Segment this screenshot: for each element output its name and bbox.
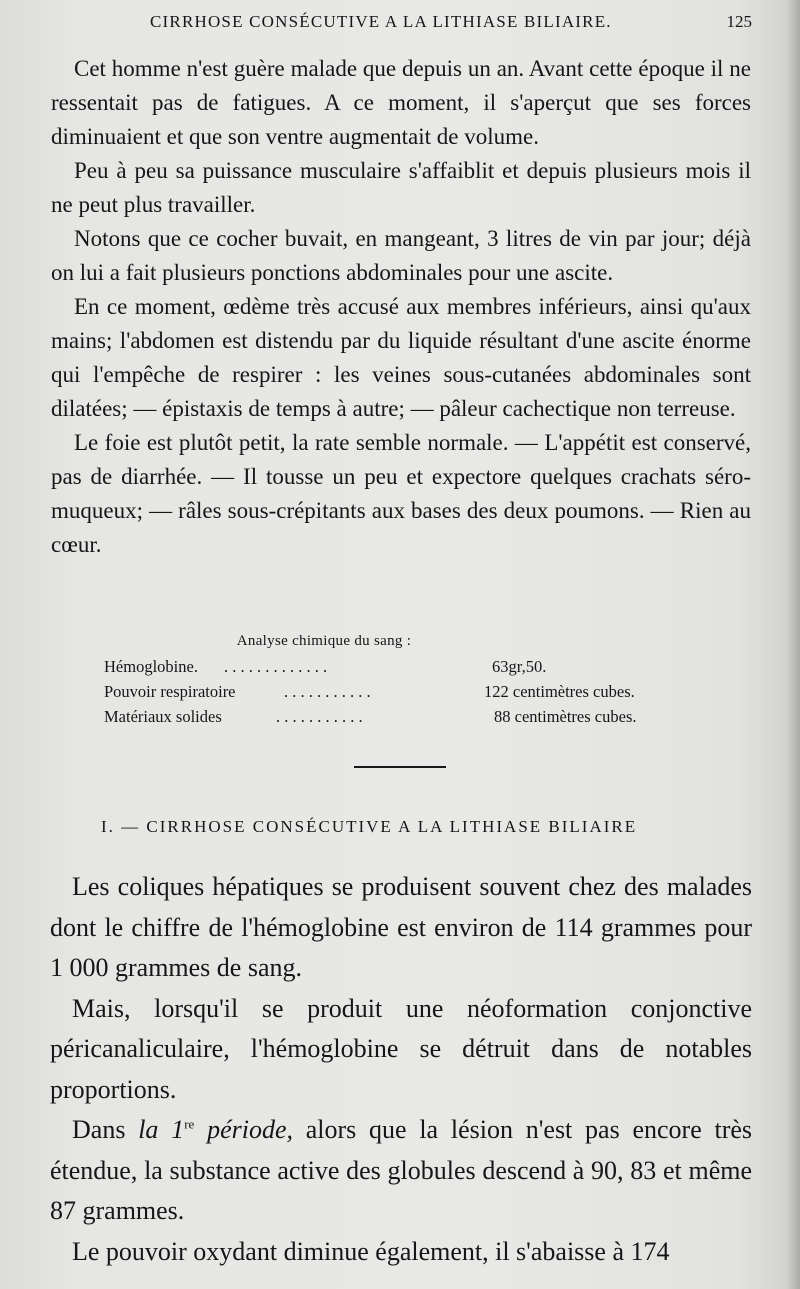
analysis-row <box>104 682 684 707</box>
text-run: alors que la lésion n'est pas encore très étendue, la substance active des globules descend à 90, 83 et même 87 grammes. <box>50 1115 753 1225</box>
page-edge-shadow <box>786 0 800 1289</box>
analysis-value: 63gr,50. <box>492 657 547 676</box>
page-number: 125 <box>726 12 752 31</box>
section-title: CIRRHOSE CONSÉCUTIVE A LA LITHIASE BILIAIRE <box>146 817 638 836</box>
analysis-label: Matériaux solides <box>104 707 222 726</box>
analysis-label: Hémoglobine. <box>104 657 198 676</box>
section-heading <box>101 817 637 837</box>
blood-analysis-table <box>104 633 684 732</box>
leader-dots: . . . . . . . . . . . . . <box>224 657 328 676</box>
section-numeral: I. — <box>101 817 141 836</box>
section-divider <box>354 766 446 768</box>
running-title: CIRRHOSE CONSÉCUTIVE A LA LITHIASE BILIAIRE. <box>150 12 612 31</box>
paragraph: En ce moment, œdème très accusé aux membres inférieurs, ainsi qu'aux mains; l'abdomen est distendu par du liquide résultant d'une ascite énorme qui l'empêche de respirer : les veines sous-cutanées abdominales sont dilatées; — épistaxis de temps à autre; — pâleur cachectique non terreuse. <box>51 294 751 421</box>
paragraph: Mais, lorsqu'il se produit une néoformation conjonctive péricanaliculaire, l'hémoglobine se détruit dans de notables proportions. <box>50 993 752 1104</box>
analysis-row <box>104 657 684 682</box>
italic-text: période, <box>207 1115 293 1144</box>
leader-dots: . . . . . . . . . . . <box>276 707 363 726</box>
analysis-value: 88 centimètres cubes. <box>494 707 637 726</box>
analysis-label: Pouvoir respiratoire <box>104 682 236 701</box>
paragraph: Les coliques hépatiques se produisent souvent chez des malades dont le chiffre de l'hémoglobine est environ de 114 grammes pour 1 000 grammes de sang. <box>50 872 752 982</box>
superscript: re <box>184 1116 195 1132</box>
analysis-title: Analyse chimique du sang : <box>236 633 412 649</box>
paragraph <box>50 1110 752 1232</box>
analysis-value: 122 centimètres cubes. <box>484 682 635 701</box>
paragraph: Peu à peu sa puissance musculaire s'affaiblit et depuis plusieurs mois il ne peut plus travailler. <box>51 158 751 217</box>
body-text-bottom <box>50 867 752 1272</box>
text-run: Dans <box>72 1115 126 1144</box>
paragraph: Notons que ce cocher buvait, en mangeant, 3 litres de vin par jour; déjà on lui a fait plusieurs ponctions abdominales pour une ascite. <box>51 226 751 285</box>
italic-text: la 1 <box>138 1115 185 1144</box>
body-text-top <box>51 52 751 562</box>
paragraph: Cet homme n'est guère malade que depuis un an. Avant cette époque il ne ressentait pas de fatigues. A ce moment, il s'aperçut que ses forces diminuaient et que son ventre augmentait de volume. <box>51 56 751 149</box>
analysis-row <box>104 707 684 732</box>
paragraph: Le foie est plutôt petit, la rate semble normale. — L'appétit est conservé, pas de diarrhée. — Il tousse un peu et expectore quelques crachats séro-muqueux; — râles sous-crépitants aux bases des deux poumons. — Rien au cœur. <box>51 430 751 557</box>
paragraph: Le pouvoir oxydant diminue également, il s'abaisse à 174 <box>72 1236 670 1266</box>
leader-dots: . . . . . . . . . . . <box>284 682 371 701</box>
